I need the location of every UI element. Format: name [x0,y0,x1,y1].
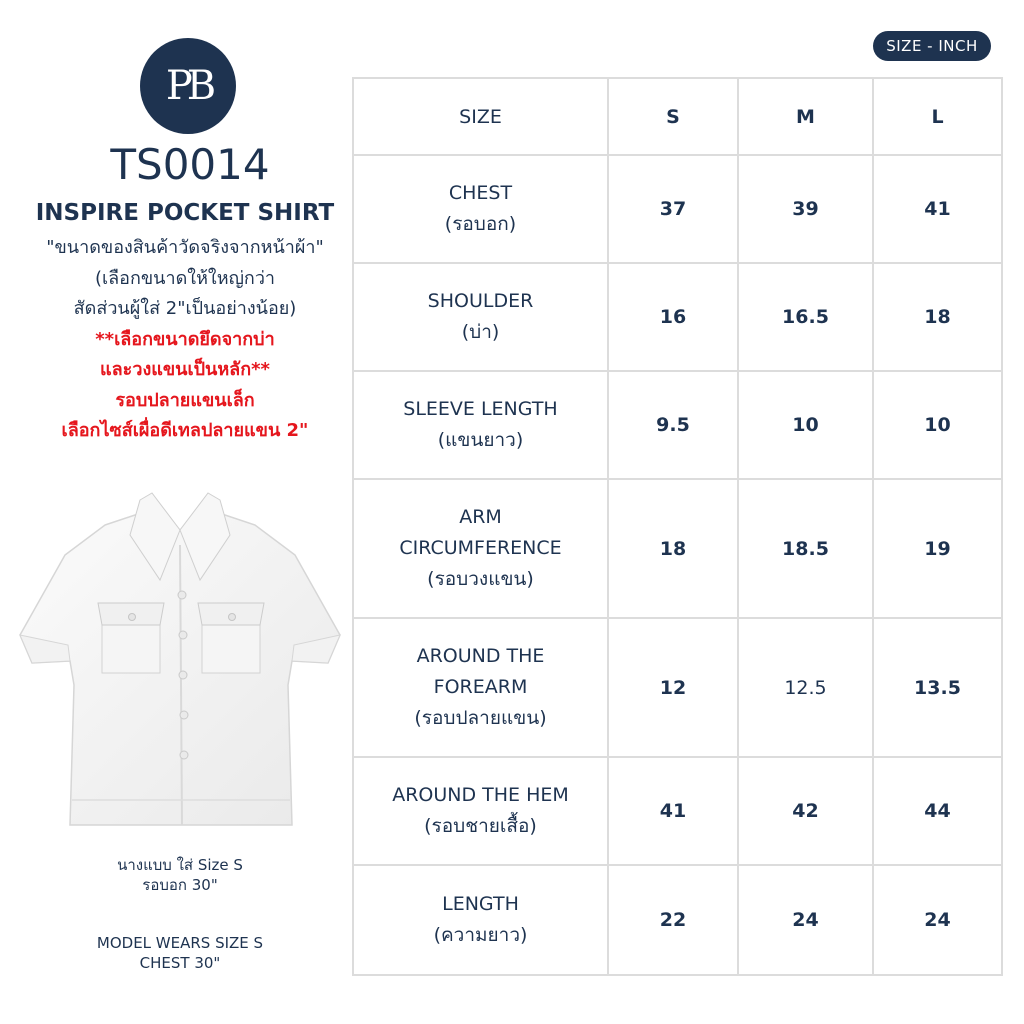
model-caption-en-1: MODEL WEARS SIZE S [96,934,264,952]
label-line: LENGTH [442,893,519,915]
label-line: (รอบปลายแขน) [414,707,547,729]
value-cell: 9.5 [608,371,738,479]
label-line: (รอบวงแขน) [427,568,534,590]
note-line-2: (เลือกขนาดให้ใหญ่กว่า [94,267,276,289]
table-row [353,263,1002,371]
row-label-shoulder [353,263,608,371]
label-line: AROUND THE HEM [392,784,569,806]
label-line: (แขนยาว) [437,429,524,451]
value-cell: 42 [738,757,873,865]
label-line: (ความยาว) [433,924,528,946]
value-cell: 41 [608,757,738,865]
value-cell: 10 [873,371,1002,479]
product-name: INSPIRE POCKET SHIRT [35,200,335,226]
row-label-chest [353,155,608,263]
warning-line-4: เลือกไซส์เผื่อดีเทลปลายแขน 2" [61,420,309,441]
row-label-sleeve-length [353,371,608,479]
label-line: FOREARM [433,676,528,698]
row-label-hem [353,757,608,865]
note-line-1: "ขนาดของสินค้าวัดจริงจากหน้าผ้า" [46,237,324,258]
value-cell: 41 [873,155,1002,263]
header-l: L [873,78,1002,155]
header-size: SIZE [353,78,608,155]
model-caption-thai [20,855,340,895]
table-row [353,865,1002,975]
table-row [353,618,1002,757]
unit-badge: SIZE - INCH [873,31,991,61]
value-cell: 24 [738,865,873,975]
value-cell: 37 [608,155,738,263]
model-caption-thai-2: รอบอก 30" [142,876,218,894]
brand-logo [140,38,236,134]
value-cell: 24 [873,865,1002,975]
size-chart-table [352,77,1003,976]
label-line: CHEST [448,182,513,204]
label-line: (รอบอก) [444,213,517,235]
label-line: ARM [459,506,502,528]
table-row [353,155,1002,263]
label-line: CIRCUMFERENCE [399,537,562,559]
value-cell: 10 [738,371,873,479]
row-label-length [353,865,608,975]
value-cell: 44 [873,757,1002,865]
warning-line-2: และวงแขนเป็นหลัก** [100,359,270,380]
warning-line-1: **เลือกขนาดยึดจากบ่า [95,328,275,350]
label-line: (รอบชายเสื้อ) [424,815,537,837]
size-notes [10,233,360,447]
brand-logo-text: PB [165,63,211,109]
model-caption-english [20,933,340,973]
value-cell: 19 [873,479,1002,618]
label-line: SLEEVE LENGTH [403,398,558,420]
label-line: AROUND THE [416,645,545,667]
header-m: M [738,78,873,155]
value-cell: 18 [608,479,738,618]
table-row [353,479,1002,618]
value-cell: 16.5 [738,263,873,371]
value-cell: 12 [608,618,738,757]
table-header-row [353,78,1002,155]
row-label-arm-circumference [353,479,608,618]
table-row [353,757,1002,865]
value-cell: 18 [873,263,1002,371]
value-cell: 39 [738,155,873,263]
label-line: (บ่า) [461,321,500,343]
table-row [353,371,1002,479]
product-code: TS0014 [110,140,270,189]
value-cell: 13.5 [873,618,1002,757]
header-s: S [608,78,738,155]
value-cell: 22 [608,865,738,975]
warning-line-3: รอบปลายแขนเล็ก [115,389,255,411]
row-label-forearm [353,618,608,757]
shirt-product-image [10,485,350,840]
note-line-3: สัดส่วนผู้ใส่ 2"เป็นอย่างน้อย) [73,298,297,319]
value-cell: 18.5 [738,479,873,618]
model-caption-en-2: CHEST 30" [139,954,221,972]
model-caption-thai-1: นางแบบ ใส่ Size S [117,856,243,874]
value-cell: 12.5 [738,618,873,757]
label-line: SHOULDER [427,290,534,312]
value-cell: 16 [608,263,738,371]
